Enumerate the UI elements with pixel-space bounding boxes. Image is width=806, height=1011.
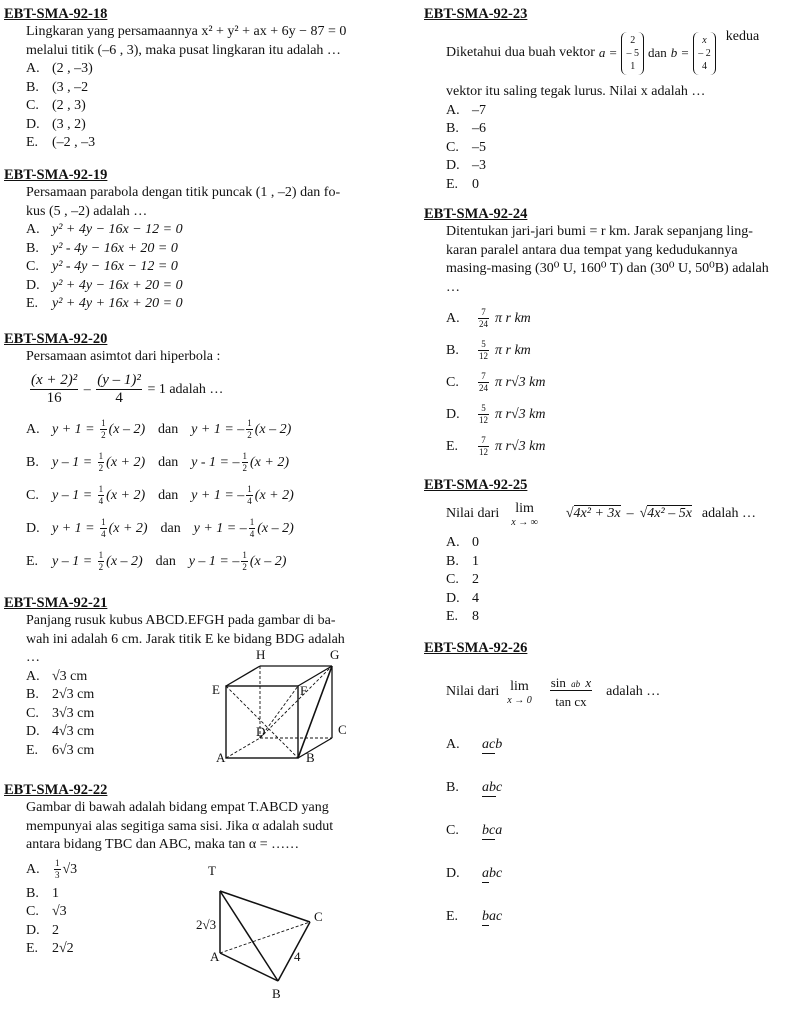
vector-b-matrix: x – 2 4: [693, 32, 716, 75]
cube-edge: [226, 666, 260, 686]
limit-expression: Nilai dari lim x → 0 $\frac{\text{sin ab x}}{\text{tan cx}}$ adalah …: [446, 675, 661, 709]
label-a: A: [216, 750, 226, 763]
option-c[interactable]: C. y – 1 = $\frac{1}{4}$ (x + 2) dan y + 1 = – $\frac{1}{4}$ (x + 2): [26, 483, 294, 506]
label-c: C: [314, 909, 323, 924]
option-d[interactable]: D. (3 , 2): [26, 116, 86, 132]
cube-figure: [204, 648, 354, 763]
question-id: EBT-SMA-92-26: [424, 640, 528, 656]
option-d[interactable]: D. 2: [26, 922, 59, 938]
option-c[interactable]: C. $\frac{7}{24}$ π r√3 km: [446, 371, 546, 394]
question-22: [4, 781, 396, 1001]
question-stem: Persamaan asimtot dari hiperbola :: [26, 349, 221, 364]
option-d[interactable]: D. –3: [446, 158, 486, 173]
vector-a-matrix: 2 – 5 1: [621, 32, 644, 75]
label-d: D: [256, 724, 266, 739]
question-id: EBT-SMA-92-18: [4, 6, 108, 22]
question-id: EBT-SMA-92-19: [4, 167, 108, 183]
option-b[interactable]: B. y² - 4y − 16x + 20 = 0: [26, 240, 178, 256]
question-id: EBT-SMA-92-22: [4, 782, 108, 798]
label-h: H: [256, 648, 266, 662]
option-c[interactable]: C. –5: [446, 139, 486, 155]
option-e[interactable]: E. (–2 , –3: [26, 135, 96, 150]
question-24: [424, 205, 802, 463]
vector-statement: Diketahui dua buah vektor a = 2 – 5 1 dan b = x – 2 4 kedua: [424, 23, 802, 83]
edge-tc: [220, 891, 310, 922]
question-id: EBT-SMA-92-23: [424, 6, 528, 22]
option-a[interactable]: A. $\frac{1}{3}$ √3: [26, 857, 78, 880]
hyperbola-equation: $\frac{\text{(x + 2)²}}{16}$ – $\frac{\text{(y – 1)²}}{4}$ = 1 adalah …: [31, 371, 224, 406]
limit-expression: Nilai dari lim x → ∞ √4x² + 3x – √4x² – 5x adalah …: [446, 500, 756, 528]
tetrahedron-figure: [184, 863, 334, 1003]
option-c[interactable]: C. 2: [446, 572, 479, 587]
question-id: EBT-SMA-92-24: [424, 206, 528, 222]
label-side-ta: 2√3: [196, 917, 217, 932]
option-d[interactable]: D. y² + 4y − 16x + 20 = 0: [26, 277, 183, 293]
label-a: A: [210, 949, 220, 964]
label-e: E: [212, 682, 220, 697]
question-id: EBT-SMA-92-21: [4, 595, 108, 611]
cube-hidden-edge: [226, 738, 260, 758]
label-b: B: [306, 750, 315, 763]
question-id: EBT-SMA-92-20: [4, 331, 108, 347]
option-d[interactable]: D. 4: [446, 590, 479, 606]
label-side-ab: 4: [294, 949, 301, 964]
option-e[interactable]: E. y² + 4y + 16x + 20 = 0: [26, 296, 183, 311]
option-c[interactable]: C. 3√3 cm: [26, 705, 95, 721]
cube-edge: [298, 666, 332, 758]
label-c: C: [338, 722, 347, 737]
question-stem: Gambar di bawah adalah bidang empat T.ABCD yang mempunyai alas segitiga sama sisi. Jika α adalah sudut antara bidang TBC dan ABC, maka tan α = ……: [26, 800, 334, 852]
option-e[interactable]: E. bac: [446, 908, 503, 924]
option-b[interactable]: B. –6: [446, 121, 486, 136]
option-c[interactable]: C. bca: [446, 822, 503, 838]
option-c[interactable]: C. √3: [26, 904, 67, 919]
option-a[interactable]: A. acb: [446, 736, 503, 752]
left-column: [4, 0, 396, 1001]
option-e[interactable]: E. 6√3 cm: [26, 742, 95, 758]
question-stem: vektor itu saling tegak lurus. Nilai x adalah …: [446, 84, 706, 99]
question-26: [424, 639, 802, 938]
question-stem: Ditentukan jari-jari bumi = r km. Jarak sepanjang ling- karan paralel antara dua tempat yang kedudukannya masing-masing (30⁰ U, 160⁰ T) dan (30⁰ U, 50⁰B) adalah …: [446, 224, 769, 295]
option-b[interactable]: B. $\frac{5}{12}$ π r km: [446, 339, 531, 362]
label-g: G: [330, 648, 340, 662]
cube-hidden-edge: [260, 666, 332, 738]
label-t: T: [208, 863, 216, 878]
question-19: [4, 166, 396, 314]
option-e[interactable]: E. 2√2: [26, 941, 74, 956]
question-21: [4, 594, 396, 763]
label-f: F: [300, 683, 308, 698]
question-stem: Panjang rusuk kubus ABCD.EFGH pada gambar di ba- wah ini adalah 6 cm. Jarak titik E ke bidang BDG adalah …: [26, 613, 345, 665]
option-b[interactable]: B. y – 1 = $\frac{1}{2}$ (x + 2) dan y - 1 = – $\frac{1}{2}$ (x + 2): [26, 450, 289, 473]
question-20: [4, 330, 396, 578]
option-b[interactable]: B. 1: [26, 885, 59, 901]
option-d[interactable]: D. $\frac{5}{12}$ π r√3 km: [446, 403, 546, 426]
option-a[interactable]: A. $\frac{7}{24}$ π r km: [446, 307, 531, 330]
option-b[interactable]: B. 1: [446, 553, 479, 569]
question-23: [424, 5, 802, 194]
option-b[interactable]: B. (3 , –2: [26, 79, 89, 95]
question-stem: Persamaan parabola dengan titik puncak (1 , –2) dan fo- kus (5 , –2) adalah …: [26, 185, 341, 219]
option-d[interactable]: D. y + 1 = $\frac{1}{4}$ (x + 2) dan y + 1 = – $\frac{1}{4}$ (x – 2): [26, 516, 294, 539]
cube-hidden-edge: [226, 686, 298, 758]
option-e[interactable]: E. $\frac{7}{12}$ π r√3 km: [446, 435, 546, 458]
question-18: [4, 5, 396, 153]
option-e[interactable]: E. 8: [446, 609, 479, 624]
option-a[interactable]: A. √3 cm: [26, 668, 88, 684]
cube-hidden-edge: [260, 686, 298, 738]
option-e[interactable]: E. 0: [446, 176, 479, 192]
option-e[interactable]: E. y – 1 = $\frac{1}{2}$ (x – 2) dan y – 1 = – $\frac{1}{2}$ (x – 2): [26, 549, 287, 572]
question-25: [424, 476, 802, 627]
cube-edge: [298, 738, 332, 758]
option-a[interactable]: A. 0: [446, 535, 479, 550]
question-stem: Lingkaran yang persamaannya x² + y² + ax + 6y − 87 = 0 melalui titik (–6 , 3), maka pusat lingkaran itu adalah …: [26, 24, 347, 58]
option-a[interactable]: A. (2 , –3): [26, 61, 93, 76]
option-a[interactable]: A. –7: [446, 102, 486, 118]
option-d[interactable]: D. 4√3 cm: [26, 724, 95, 739]
option-b[interactable]: B. abc: [446, 779, 503, 795]
question-id: EBT-SMA-92-25: [424, 477, 528, 493]
option-c[interactable]: C. (2 , 3): [26, 98, 86, 113]
option-d[interactable]: D. abc: [446, 865, 503, 881]
option-b[interactable]: B. 2√3 cm: [26, 687, 95, 702]
option-a[interactable]: A. y + 1 = $\frac{1}{2}$ (x – 2) dan y + 1 = – $\frac{1}{2}$ (x – 2): [26, 417, 292, 440]
option-a[interactable]: A. y² + 4y − 16x − 12 = 0: [26, 222, 183, 237]
label-b: B: [272, 986, 281, 1001]
option-c[interactable]: C. y² - 4y − 16x − 12 = 0: [26, 259, 178, 274]
